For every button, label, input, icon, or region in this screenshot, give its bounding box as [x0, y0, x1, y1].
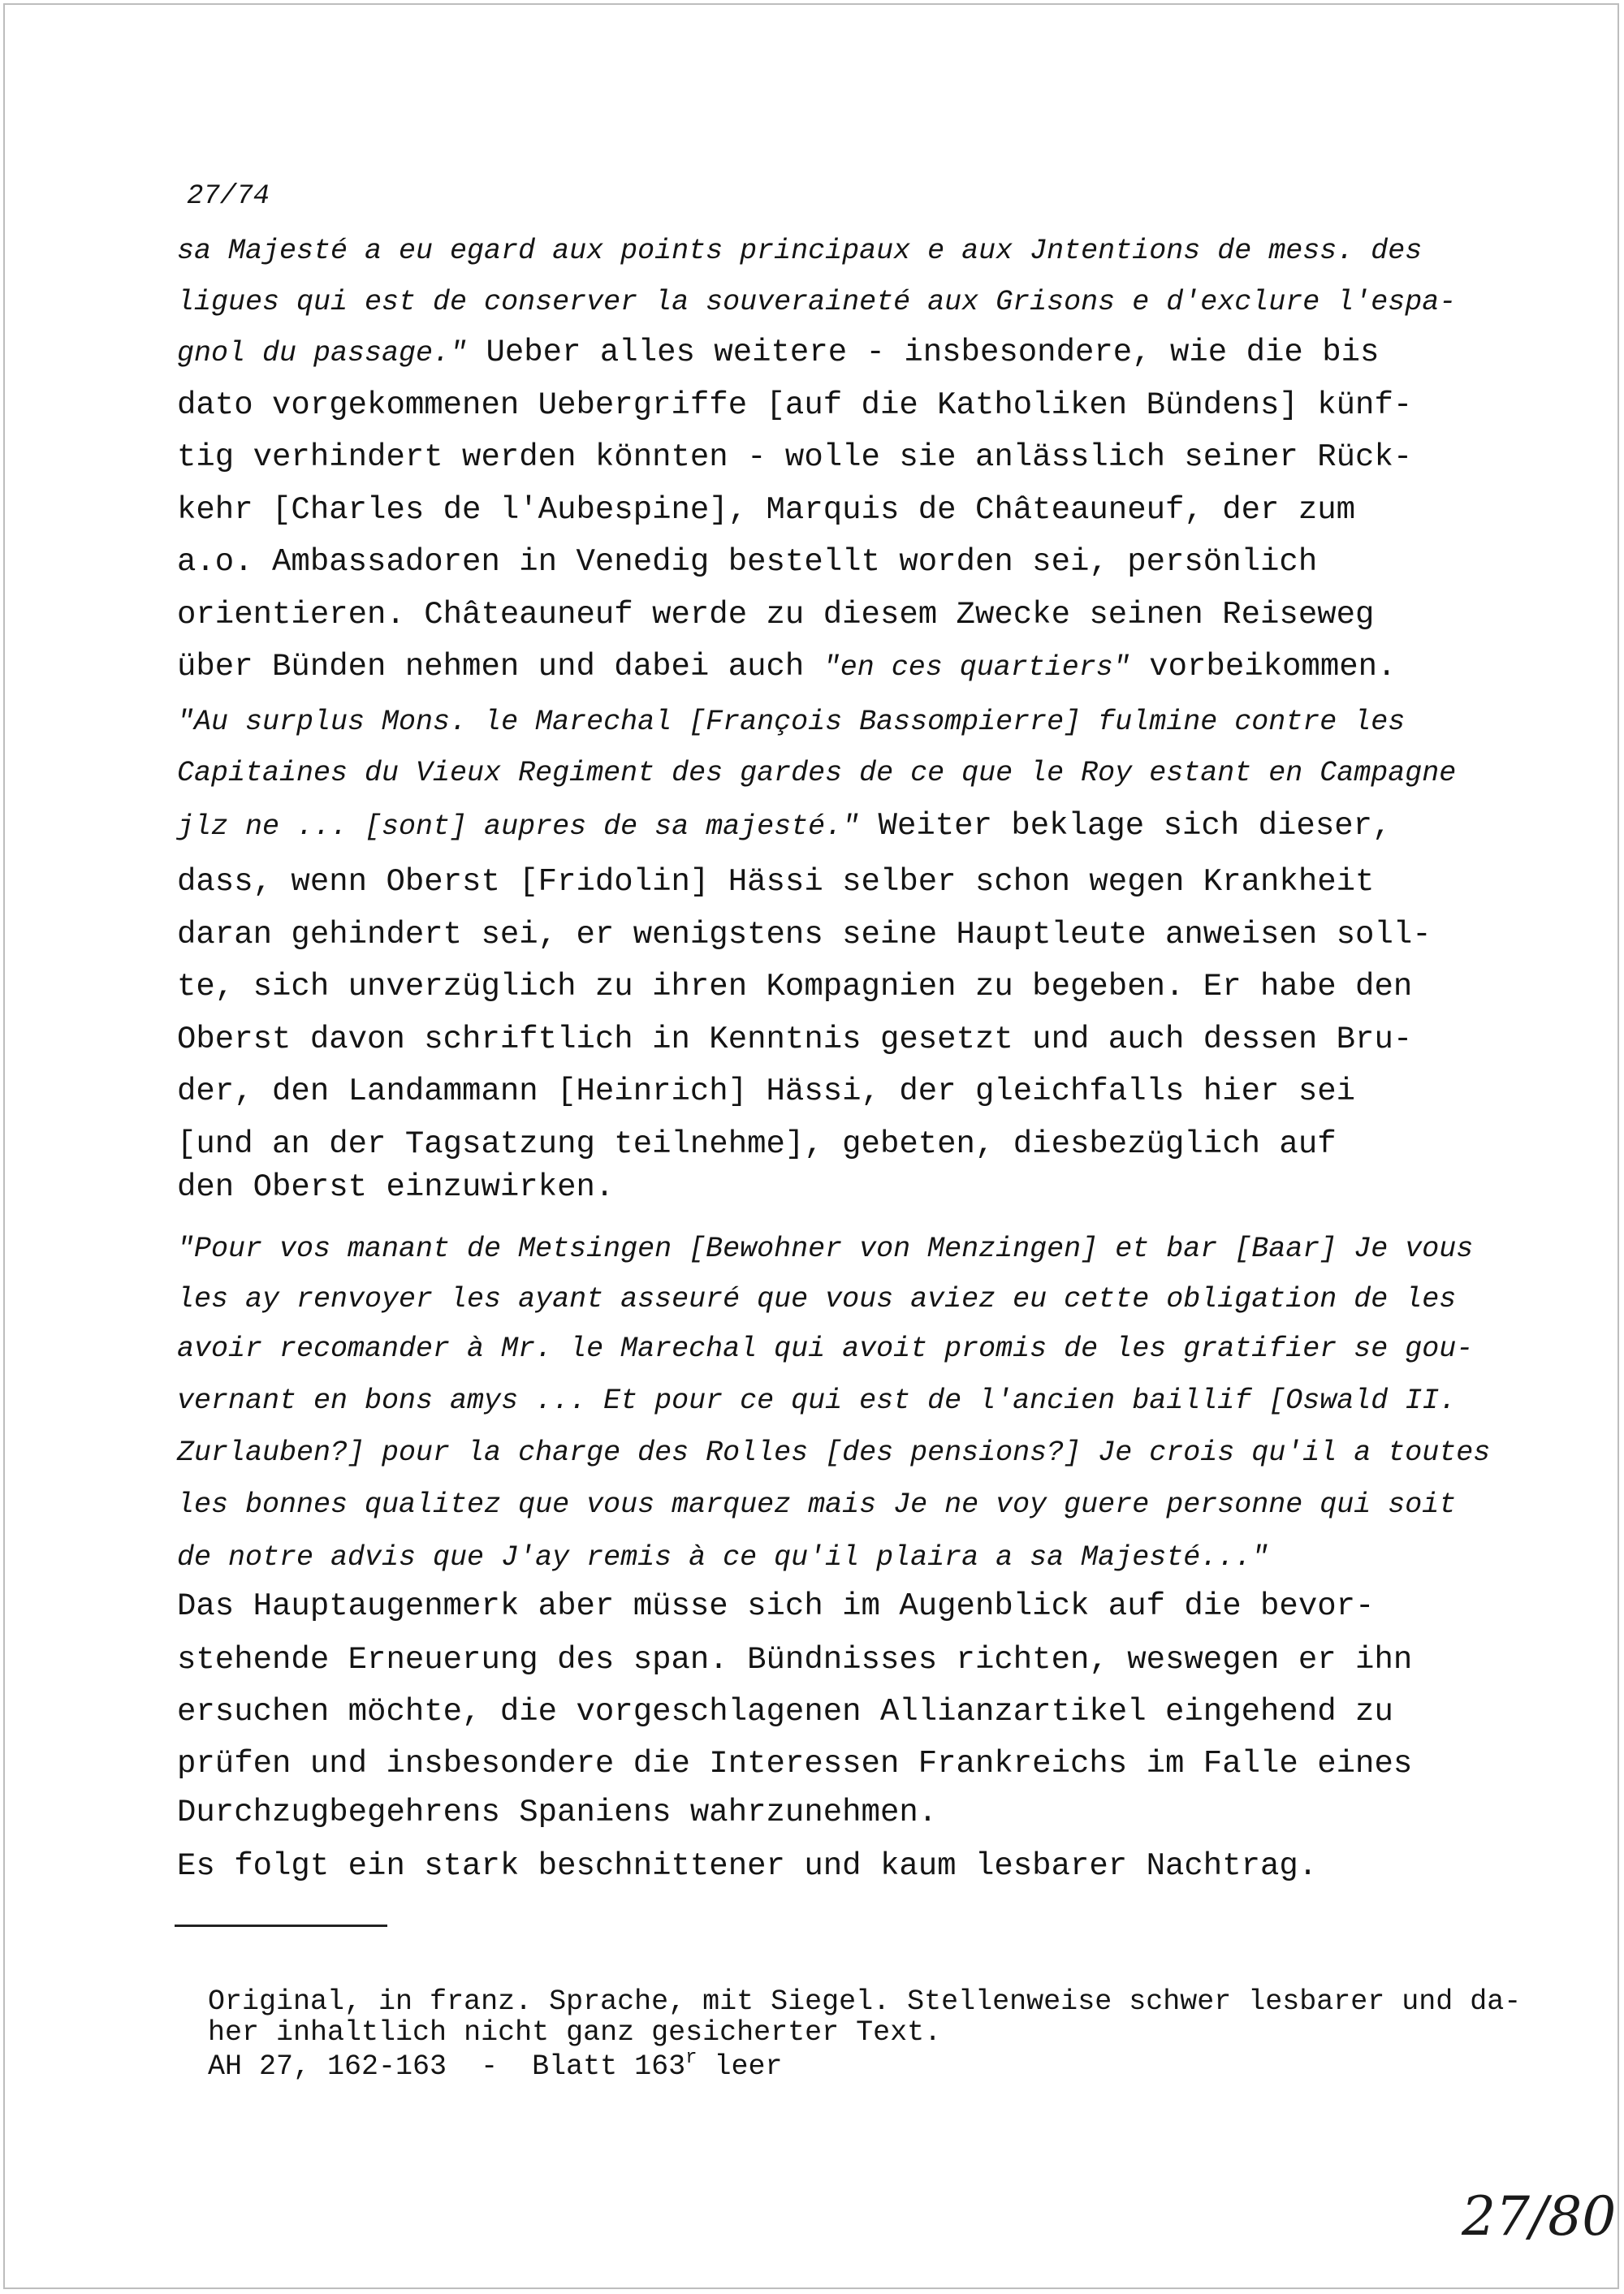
- text-line: [177, 1478, 1456, 1530]
- text-segment: dass, wenn Oberst [Fridolin] Hässi selber schon wegen Krankheit: [177, 864, 1375, 900]
- text-line: [177, 1786, 937, 1838]
- italic-quote-segment: avoir recomander à Mr. le Marechal qui avoit promis de les gratifier se gou-: [177, 1333, 1474, 1365]
- text-line: [177, 1272, 1456, 1324]
- text-line: [177, 1580, 1374, 1632]
- italic-quote-segment: ligues qui est de conserver la souveraineté aux Grisons e d'exclure l'espa-: [177, 286, 1457, 318]
- text-segment: ersuchen möchte, die vorgeschlagenen Allianzartikel eingehend zu: [177, 1694, 1393, 1730]
- text-line: [177, 1013, 1412, 1065]
- text-line: [177, 1374, 1456, 1426]
- text-line: [177, 1426, 1490, 1478]
- text-segment: prüfen und insbesondere die Interessen Frankreichs im Falle eines: [177, 1746, 1413, 1782]
- text-line: [177, 695, 1405, 747]
- archive-page-number: 27/80: [1462, 2185, 1617, 2248]
- italic-quote-segment: "Au surplus Mons. le Marechal [François Bassompierre] fulmine contre les: [177, 706, 1406, 738]
- text-segment: der, den Landammann [Heinrich] Hässi, der gleichfalls hier sei: [177, 1074, 1356, 1109]
- text-segment: daran gehindert sei, er wenigstens seine Hauptleute anweisen soll-: [177, 917, 1432, 953]
- text-line: [177, 1686, 1393, 1738]
- text-segment: Ueber alles weitere - insbesondere, wie die bis: [467, 335, 1380, 370]
- text-segment: dato vorgekommenen Uebergriffe [auf die Katholiken Bündens] künf-: [177, 387, 1413, 423]
- text-segment: Das Hauptaugenmerk aber müsse sich im Augenblick auf die bevor-: [177, 1588, 1375, 1624]
- italic-quote-segment: de notre advis que J'ay remis à ce qu'il plaira a sa Majesté...": [177, 1541, 1269, 1574]
- text-segment: stehende Erneuerung des span. Bündnisses richten, weswegen er ihn: [177, 1642, 1413, 1678]
- text-segment: über Bünden nehmen und dabei auch: [177, 649, 823, 685]
- footnote-text: AH 27, 162-163 - Blatt 163: [208, 2050, 686, 2083]
- text-segment: den Oberst einzuwirken.: [177, 1169, 615, 1205]
- text-segment: orientieren. Châteauneuf werde zu diesem Zwecke seinen Reiseweg: [177, 597, 1375, 633]
- italic-quote-segment: "Pour vos manant de Metsingen [Bewohner von Menzingen] et bar [Baar] Je vous: [177, 1233, 1474, 1265]
- text-line: [177, 746, 1456, 798]
- text-segment: kehr [Charles de l'Aubespine], Marquis de Châteauneuf, der zum: [177, 492, 1356, 528]
- text-line: [177, 961, 1412, 1013]
- italic-quote-segment: les bonnes qualitez que vous marquez mais Je ne voy guere personne qui soit: [177, 1488, 1457, 1521]
- text-line: [177, 431, 1412, 483]
- footnote-line: [174, 2020, 783, 2082]
- italic-quote-segment: sa Majesté a eu egard aux points principaux e aux Jntentions de mess. des: [177, 235, 1423, 267]
- text-line: [177, 1531, 1268, 1583]
- text-line: [177, 1840, 1317, 1892]
- italic-quote-segment: Capitaines du Vieux Regiment des gardes de ce que le Roy estant en Campagne: [177, 757, 1457, 789]
- text-line: [177, 1065, 1355, 1117]
- text-line: [177, 1738, 1412, 1790]
- text-line: [177, 326, 1379, 378]
- footnote-text: her inhaltlich nicht ganz gesicherter Text.: [208, 2016, 942, 2049]
- text-line: [177, 1322, 1473, 1374]
- text-line: [177, 909, 1432, 961]
- italic-quote-segment: Zurlauben?] pour la charge des Rolles [des pensions?] Je crois qu'il a toutes: [177, 1436, 1491, 1469]
- italic-quote-segment: gnol du passage.": [177, 337, 468, 369]
- text-line: [177, 800, 1391, 852]
- text-line: [177, 379, 1412, 431]
- text-line: [177, 641, 1396, 693]
- text-segment: vorbeikommen.: [1129, 649, 1397, 685]
- page-number: 27/74: [187, 181, 270, 212]
- footnote-text: Original, in franz. Sprache, mit Siegel. Stellenweise schwer lesbarer und da-: [208, 1985, 1522, 2018]
- footnote-text: leer: [697, 2050, 783, 2083]
- text-segment: a.o. Ambassadoren in Venedig bestellt worden sei, persönlich: [177, 544, 1318, 580]
- text-line: [177, 856, 1374, 908]
- italic-quote-segment: les ay renvoyer les ayant asseuré que vous aviez eu cette obligation de les: [177, 1283, 1457, 1315]
- text-line: [177, 589, 1374, 641]
- text-line: [177, 484, 1355, 536]
- text-segment: Es folgt ein stark beschnittener und kaum lesbarer Nachtrag.: [177, 1848, 1318, 1884]
- text-line: [177, 224, 1422, 276]
- text-line: [177, 275, 1456, 327]
- italic-quote-segment: jlz ne ... [sont] aupres de sa majesté.": [177, 810, 860, 843]
- text-line: [177, 1161, 614, 1213]
- text-line: [177, 536, 1317, 588]
- text-segment: Weiter beklage sich dieser,: [859, 808, 1392, 844]
- italic-quote-segment: vernant en bons amys ... Et pour ce qui est de l'ancien baillif [Oswald II.: [177, 1385, 1457, 1417]
- text-line: [177, 1222, 1473, 1274]
- text-segment: tig verhindert werden könnten - wolle sie anlässlich seiner Rück-: [177, 439, 1413, 475]
- text-line: [177, 1634, 1412, 1686]
- italic-quote-segment: "en ces quartiers": [823, 651, 1130, 684]
- text-segment: Oberst davon schriftlich in Kenntnis gesetzt und auch dessen Bru-: [177, 1022, 1413, 1057]
- text-segment: te, sich unverzüglich zu ihren Kompagnien zu begeben. Er habe den: [177, 969, 1413, 1004]
- footnote-superscript: r: [685, 2047, 698, 2069]
- text-segment: Durchzugbegehrens Spaniens wahrzunehmen.: [177, 1795, 938, 1830]
- text-segment: [und an der Tagsatzung teilnehme], gebeten, diesbezüglich auf: [177, 1126, 1337, 1162]
- footnote-divider: [175, 1925, 387, 1927]
